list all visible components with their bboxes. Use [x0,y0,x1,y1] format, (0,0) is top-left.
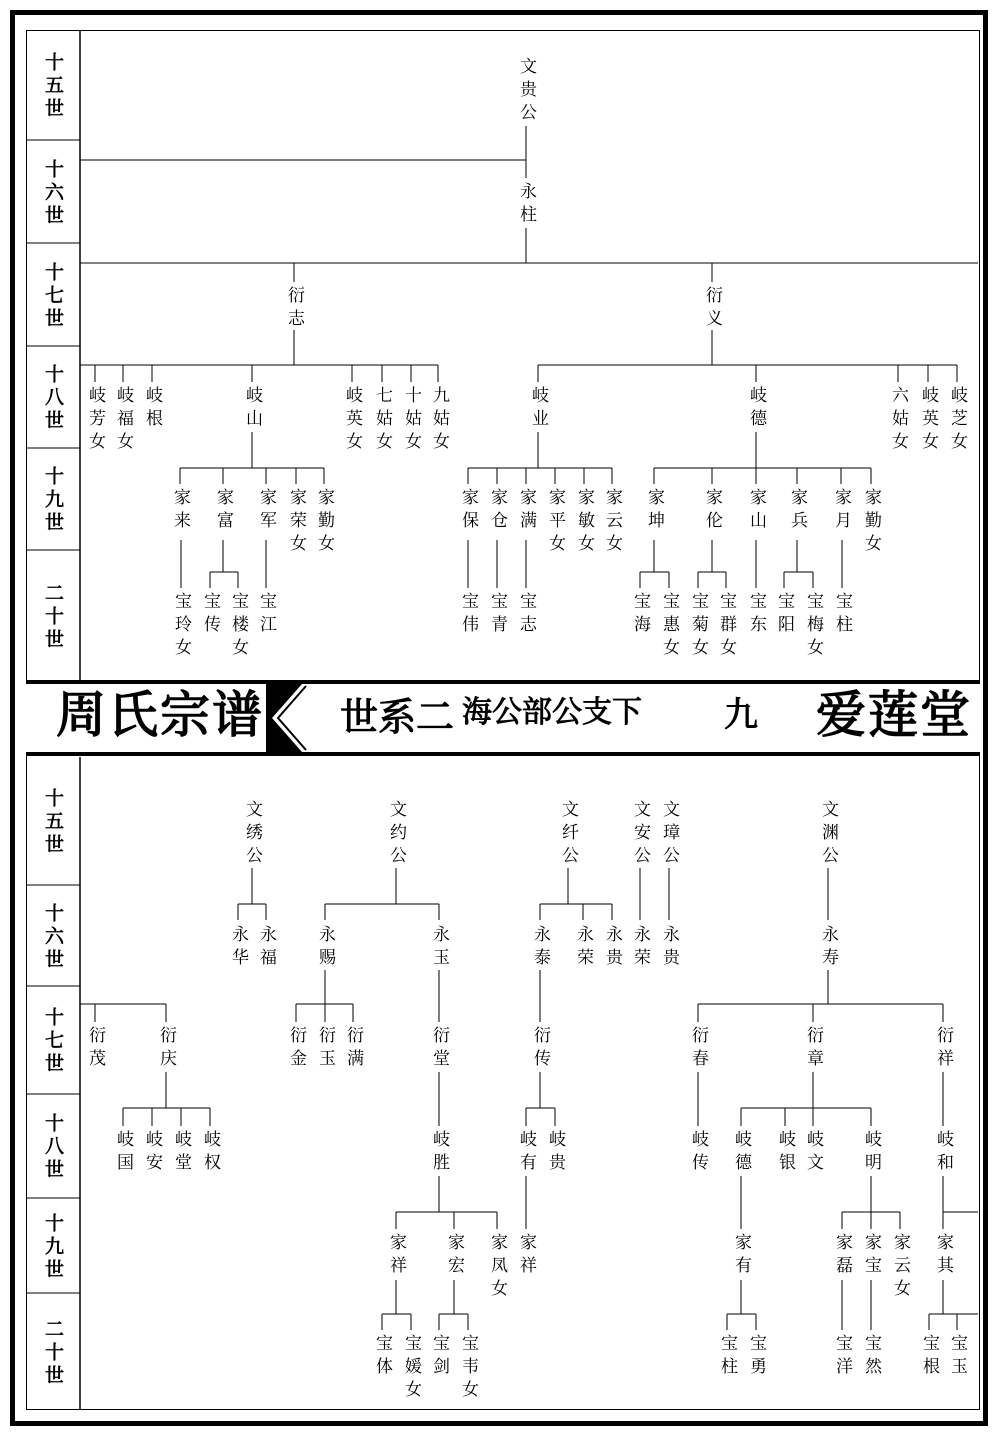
person-node: 岐根 [142,386,162,432]
person-node: 岐权 [200,1130,220,1176]
person-node: 宝玲女 [171,592,191,661]
person-node: 家山 [746,488,766,534]
person-node: 文渊公 [818,800,838,869]
person-node: 家云女 [602,488,622,557]
gen-label-16-top: 十六世 [42,158,64,228]
person-node: 衍传 [530,1026,550,1072]
person-node: 永泰 [530,925,550,971]
person-node: 宝传 [200,592,220,638]
gen-label-17-bottom: 十七世 [42,1007,64,1076]
person-node: 岐芝女 [947,386,967,455]
person-node: 宝青 [487,592,507,638]
person-node: 家敏女 [574,488,594,557]
person-node: 宝体 [372,1334,392,1380]
person-node: 家月 [831,488,851,534]
book-title: 周氏宗谱 [56,685,264,744]
person-node: 永荣 [630,925,650,971]
person-node: 永玉 [429,925,449,971]
person-node: 岐文 [803,1130,823,1176]
person-node: 岐国 [113,1130,133,1176]
person-node: 文贵公 [516,57,536,126]
person-node: 宝玉 [947,1334,967,1380]
person-node: 岐德 [731,1130,751,1176]
person-node: 衍茂 [85,1026,105,1072]
person-node: 家有 [731,1233,751,1279]
person-node: 岐贵 [545,1130,565,1176]
person-node: 永贵 [659,925,679,971]
person-node: 家祥 [386,1233,406,1279]
person-node: 文璋公 [659,800,679,869]
person-node: 岐福女 [113,386,133,455]
person-node: 衍章 [803,1026,823,1072]
person-node: 家宏 [444,1233,464,1279]
gen-label-18-top: 十八世 [42,364,64,433]
person-node: 家兵 [787,488,807,534]
person-node: 家平女 [545,488,565,557]
person-node: 岐德 [746,386,766,432]
person-node: 衍祥 [933,1026,953,1072]
person-node: 家伦 [702,488,722,534]
gen-label-19-top: 十九世 [42,466,64,535]
gen-label-19-bottom: 十九世 [42,1212,64,1282]
gen-label-20-bottom: 二十世 [42,1318,64,1388]
person-node: 岐传 [688,1130,708,1176]
person-node: 岐明 [861,1130,881,1176]
gen-label-15-top: 十五世 [42,52,64,121]
person-node: 永荣 [573,925,593,971]
arrow-ornament-icon [266,684,326,752]
person-node: 家勤女 [314,488,334,557]
person-node: 衍堂 [429,1026,449,1072]
person-node: 家祥 [516,1233,536,1279]
person-node: 岐安 [142,1130,162,1176]
person-node: 宝然 [861,1334,881,1380]
person-node: 家保 [458,488,478,534]
person-node: 衍玉 [315,1026,335,1072]
page-number: 九 [724,695,758,735]
person-node: 宝菊女 [688,592,708,661]
person-node: 永华 [228,925,248,971]
person-node: 家凤女 [487,1233,507,1302]
person-node: 永贵 [602,925,622,971]
person-node: 家来 [170,488,190,534]
person-node: 家军 [256,488,276,534]
gen-label-16-bottom: 十六世 [42,902,64,972]
person-node: 家宝 [861,1233,881,1279]
person-node: 家仓 [487,488,507,534]
person-node: 岐业 [528,386,548,432]
person-node: 家其 [933,1233,953,1279]
person-node: 衍满 [343,1026,363,1072]
gen-label-17-top: 十七世 [42,261,64,331]
person-node: 九姑女 [429,386,449,455]
person-node: 永寿 [818,925,838,971]
person-node: 家勤女 [861,488,881,557]
person-node: 岐胜 [429,1130,449,1176]
person-node: 岐堂 [171,1130,191,1176]
person-node: 永柱 [516,182,536,228]
person-node: 衍志 [284,286,304,332]
person-node: 宝梅女 [803,592,823,661]
gen-label-15-bottom: 十五世 [42,788,64,857]
person-node: 宝韦女 [458,1334,478,1403]
person-node: 宝群女 [716,592,736,661]
person-node: 宝志 [516,592,536,638]
person-node: 衍义 [702,286,722,332]
person-node: 宝洋 [832,1334,852,1380]
person-node: 岐山 [242,386,262,432]
person-node: 家坤 [644,488,664,534]
person-node: 六姑女 [888,386,908,455]
person-node: 宝勇 [746,1334,766,1380]
person-node: 文纤公 [558,800,578,869]
title-band [26,680,980,756]
person-node: 衍金 [286,1026,306,1072]
gen-label-18-bottom: 十八世 [42,1113,64,1182]
person-node: 家荣女 [286,488,306,557]
gen-label-20-top: 二十世 [42,583,64,652]
person-node: 宝柱 [832,592,852,638]
person-node: 岐银 [775,1130,795,1176]
person-node: 十姑女 [401,386,421,455]
person-node: 文约公 [386,800,406,869]
person-node: 永福 [256,925,276,971]
person-node: 宝东 [746,592,766,638]
person-node: 家云女 [890,1233,910,1302]
person-node: 宝惠女 [659,592,679,661]
hall-name: 爱莲堂 [816,685,972,744]
person-node: 岐和 [933,1130,953,1176]
person-node: 衍庆 [156,1026,176,1072]
person-node: 永赐 [315,925,335,971]
person-node: 宝媛女 [401,1334,421,1403]
person-node: 宝阳 [774,592,794,638]
person-node: 岐有 [516,1130,536,1176]
person-node: 文安公 [630,800,650,869]
person-node: 家磊 [832,1233,852,1279]
person-node: 文绣公 [242,800,262,869]
person-node: 宝楼女 [228,592,248,661]
section-title: 世系二 [340,694,455,739]
person-node: 宝根 [919,1334,939,1380]
person-node: 宝剑 [429,1334,449,1380]
person-node: 七姑女 [372,386,392,455]
person-node: 家满 [516,488,536,534]
person-node: 宝江 [256,592,276,638]
person-node: 岐英女 [342,386,362,455]
person-node: 宝海 [630,592,650,638]
person-node: 宝柱 [717,1334,737,1380]
person-node: 家富 [213,488,233,534]
branch-title: 海公部公支下 [462,695,642,730]
person-node: 衍春 [688,1026,708,1072]
person-node: 宝伟 [458,592,478,638]
person-node: 岐芳女 [85,386,105,455]
person-node: 岐英女 [918,386,938,455]
